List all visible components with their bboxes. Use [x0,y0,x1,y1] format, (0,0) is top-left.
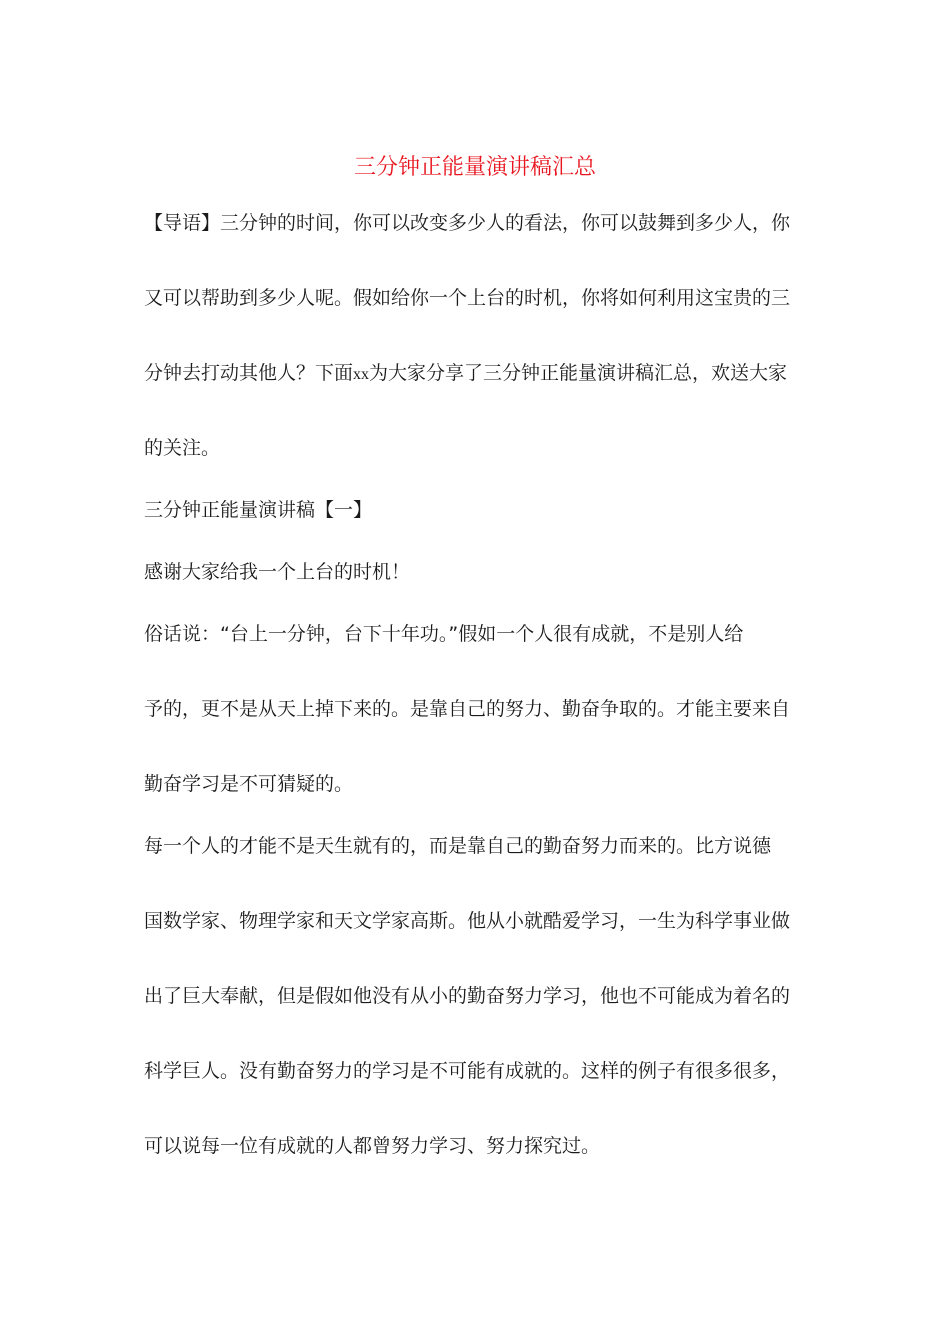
intro-line-1: 【导语】三分钟的时间，你可以改变多少人的看法，你可以鼓舞到多少人，你 [144,212,791,234]
intro-line-3-part-1: 分钟去打动其他人？下面 [144,362,354,384]
document-title: 三分钟正能量演讲稿汇总 [353,155,596,180]
intro-line-3 [144,358,787,390]
para-2-line-3: 勤奋学习是不可猜疑的。 [144,773,354,795]
intro-line-3-placeholder: xx [353,366,370,383]
para-3-line-1: 每一个人的才能不是天生就有的，而是靠自己的勤奋努力而来的。比方说德 [144,835,772,857]
para-3-line-2: 国数学家、物理学家和天文学家高斯。他从小就酷爱学习，一生为科学事业做 [144,910,791,932]
para-3-line-4: 科学巨人。没有勤奋努力的学习是不可能有成就的。这样的例子有很多很多， [144,1060,791,1082]
intro-line-3-part-2: 为大家分享了三分钟正能量演讲稿汇总，欢送大家 [369,362,788,384]
para-2-line-2: 予的，更不是从天上掉下来的。是靠自己的努力、勤奋争取的。才能主要来自 [144,698,791,720]
intro-line-4: 的关注。 [144,437,221,459]
intro-line-2: 又可以帮助到多少人呢。假如给你一个上台的时机，你将如何利用这宝贵的三 [144,287,791,309]
section-heading: 三分钟正能量演讲稿【一】 [144,499,373,521]
para-2-line-1: 俗话说：“台上一分钟，台下十年功。”假如一个人很有成就，不是别人给 [144,623,744,645]
para-3-line-5: 可以说每一位有成就的人都曾努力学习、努力探究过。 [144,1135,601,1157]
para-1-line-1: 感谢大家给我一个上台的时机！ [144,561,411,583]
para-3-line-3: 出了巨大奉献，但是假如他没有从小的勤奋努力学习，他也不可能成为着名的 [144,985,791,1007]
